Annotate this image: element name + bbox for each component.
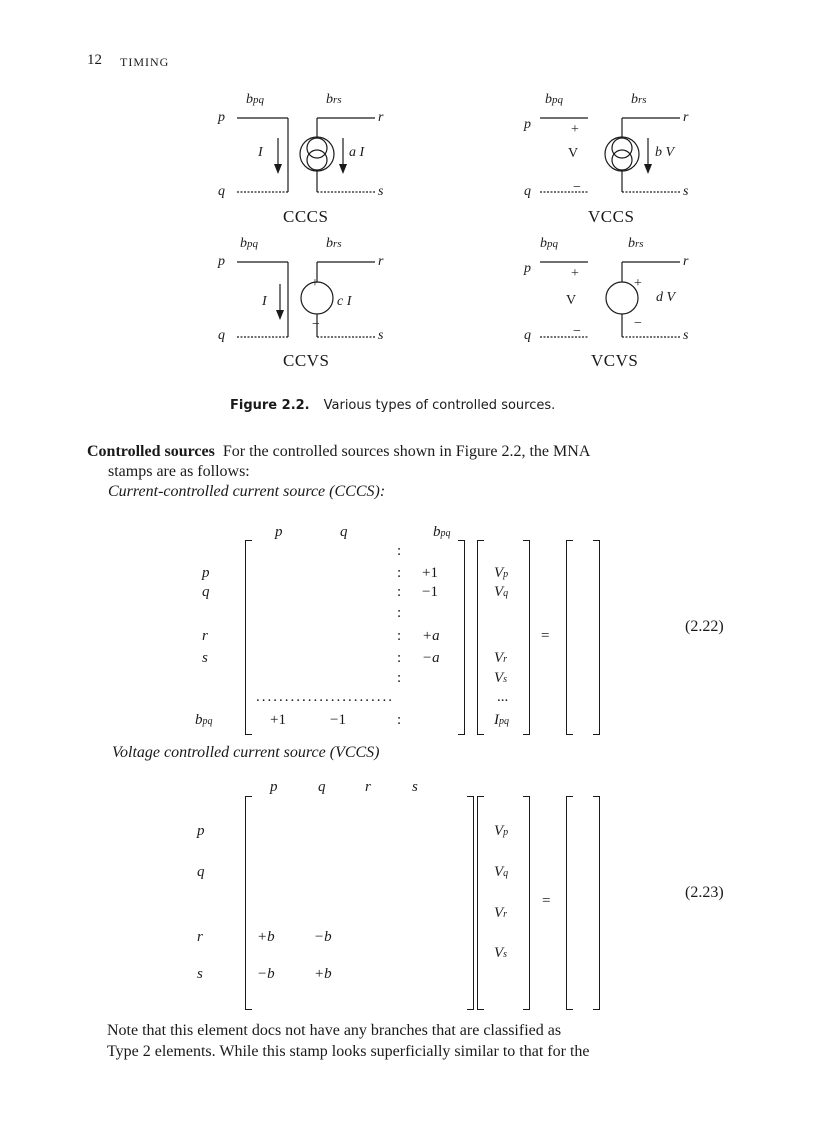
vcvs-plus-sign: + [571,266,579,281]
eq222-colon: : [397,712,402,728]
vcvs-control-label: V [566,293,577,308]
eq222-number: (2.22) [685,618,724,635]
vcvs-node-r: r [683,254,689,269]
eq223-x-vr: Vr [494,905,508,921]
eq223-matrix-left-bracket [245,796,252,1010]
eq223-col-s: s [412,779,418,795]
vccs-control-label: V [568,146,579,161]
ccvs-plus-sign: + [311,276,319,291]
eq222-equals: = [541,628,550,644]
running-title: TIMING [120,55,170,69]
eq222-x-vr: Vr [494,650,508,666]
vccs-stamp-title: Voltage controlled current source (VCCS) [112,744,380,761]
vccs-caption: VCCS [588,207,635,226]
figure-caption-text: Various types of controlled sources. [323,398,556,413]
eq222-cell-bpq-p: +1 [270,712,286,728]
eq222-rhs-right-bracket [593,540,600,735]
section-heading: Controlled sources [87,443,215,460]
eq223-row-q: q [197,864,205,880]
vccs-output-label: b V [655,145,675,160]
vccs-branch-bpq: bpq [545,92,563,107]
eq222-x-vq: Vq [494,584,509,600]
figure-caption-label: Figure 2.2. [230,398,310,413]
eq222-dotted-separator: ........................ [256,689,394,705]
eq222-cell-p-bpq: +1 [422,565,438,581]
eq223-cell-s-p: −b [257,966,275,982]
ccvs-control-label: I [262,294,267,309]
eq222-colon: : [397,543,402,559]
section-intro-cont: stamps are as follows: [108,463,250,480]
eq223-row-s: s [197,966,203,982]
eq222-colon: : [397,605,402,621]
eq222-x-vp: Vp [494,565,509,581]
ccvs-node-q: q [218,328,225,343]
eq223-equals: = [542,893,551,909]
section-intro: Controlled sources For the controlled sources shown in Figure 2.2, the MNA [87,443,591,460]
eq222-col-bpq: bpq [433,524,451,540]
ccvs-node-p: p [218,254,225,269]
eq222-cell-bpq-q: −1 [330,712,346,728]
cccs-node-r: r [378,110,384,125]
eq222-colon: : [397,565,402,581]
eq222-row-p: p [202,565,210,581]
eq222-x-vs: Vs [494,670,508,686]
vccs-node-r: r [683,110,689,125]
eq223-x-vp: Vp [494,823,509,839]
vccs-plus-sign: + [571,122,579,137]
eq222-x-left-bracket [477,540,484,735]
vccs-node-s: s [683,184,689,199]
eq223-col-q: q [318,779,326,795]
figure-caption [230,398,555,413]
closing-paragraph-line2: Type 2 elements. While this stamp looks superficially similar to that for the [107,1043,590,1060]
page-number: 12 [87,52,102,68]
eq222-colon: : [397,628,402,644]
cccs-branch-bpq: bpq [246,92,264,107]
cccs-node-s: s [378,184,384,199]
cccs-branch-brs: brs [326,92,342,107]
eq223-cell-s-q: +b [314,966,332,982]
eq222-colon: : [397,670,402,686]
eq223-matrix-right-bracket [467,796,474,1010]
vcvs-minus-sign: − [573,324,581,339]
vccs-node-q: q [524,184,531,199]
eq222-row-q: q [202,584,210,600]
cccs-control-label: I [258,145,263,160]
eq223-x-left-bracket [477,796,484,1010]
ccvs-node-s: s [378,328,384,343]
ccvs-branch-bpq: bpq [240,236,258,251]
eq223-col-p: p [270,779,278,795]
eq223-cell-r-q: −b [314,929,332,945]
vcvs-caption: VCVS [591,351,639,370]
vcvs-node-p: p [524,261,531,276]
vcvs-output-minus: − [634,316,642,331]
eq222-cell-q-bpq: −1 [422,584,438,600]
eq222-row-r: r [202,628,208,644]
eq223-cell-r-p: +b [257,929,275,945]
cccs-stamp-title: Current-controlled current source (CCCS): [108,483,386,500]
eq223-row-p: p [197,823,205,839]
ccvs-branch-brs: brs [326,236,342,251]
eq222-x-dots: ... [497,689,509,705]
vcvs-node-s: s [683,328,689,343]
eq222-cell-s-bpq: −a [422,650,440,666]
vcvs-branch-brs: brs [628,236,644,251]
cccs-node-q: q [218,184,225,199]
ccvs-node-r: r [378,254,384,269]
eq223-rhs-left-bracket [566,796,573,1010]
vcvs-output-plus: + [634,276,642,291]
eq222-x-ipq: Ipq [494,712,509,728]
eq222-matrix-right-bracket [458,540,465,735]
eq222-col-p: p [275,524,283,540]
ccvs-output-label: c I [337,294,352,309]
eq222-rhs-left-bracket [566,540,573,735]
eq222-row-bpq: bpq [195,712,213,728]
cccs-output-label: a I [349,145,365,160]
vcvs-node-q: q [524,328,531,343]
eq222-colon: : [397,650,402,666]
vccs-branch-brs: brs [631,92,647,107]
vcvs-output-label: d V [656,290,676,305]
vccs-minus-sign: − [573,180,581,195]
cccs-caption: CCCS [283,207,329,226]
eq223-x-right-bracket [523,796,530,1010]
eq223-number: (2.23) [685,884,724,901]
cccs-node-p: p [218,110,225,125]
ccvs-minus-sign: − [312,317,320,332]
vccs-node-p: p [524,117,531,132]
ccvs-caption: CCVS [283,351,330,370]
eq222-cell-r-bpq: +a [422,628,440,644]
eq222-col-q: q [340,524,348,540]
eq223-x-vs: Vs [494,945,508,961]
vcvs-branch-bpq: bpq [540,236,558,251]
eq223-col-r: r [365,779,371,795]
eq223-rhs-right-bracket [593,796,600,1010]
eq222-colon: : [397,584,402,600]
eq223-row-r: r [197,929,203,945]
closing-paragraph-line1: Note that this element docs not have any branches that are classified as [107,1022,562,1039]
eq222-row-s: s [202,650,208,666]
eq223-x-vq: Vq [494,864,509,880]
eq222-matrix-left-bracket [245,540,252,735]
eq222-x-right-bracket [523,540,530,735]
